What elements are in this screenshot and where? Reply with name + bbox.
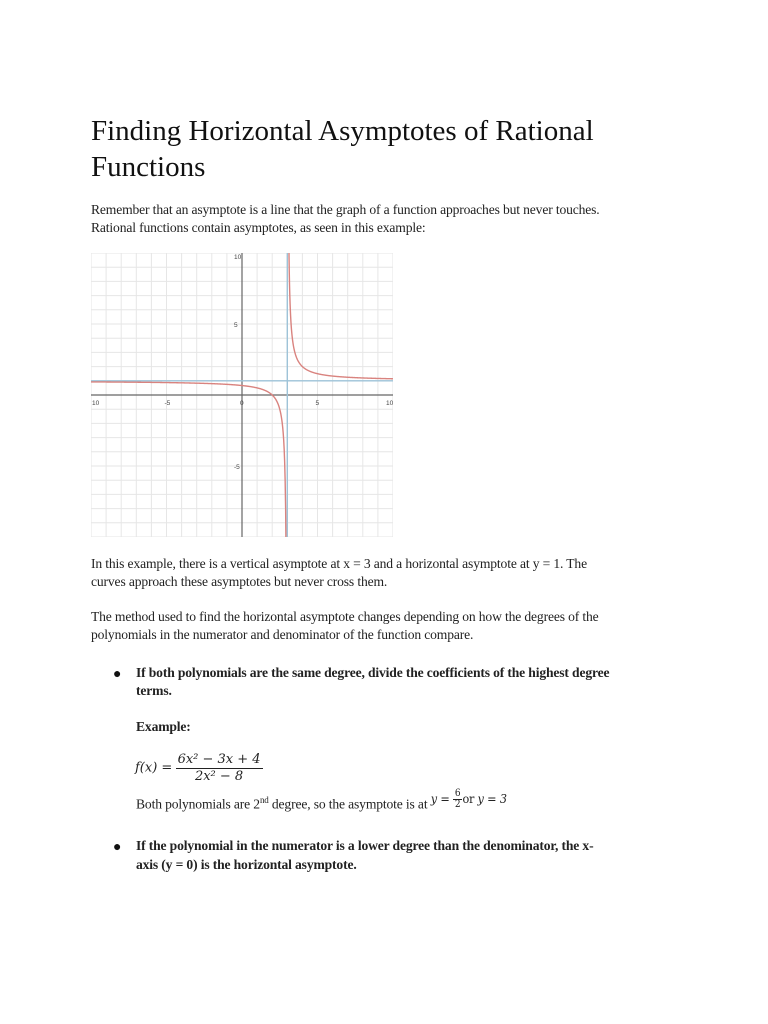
page-title: Finding Horizontal Asymptotes of Rational Functions — [91, 115, 594, 183]
result-y: y = — [430, 790, 450, 806]
bullet1-line-1: If both polynomials are the same degree, divide the coefficients of the highest degree — [136, 665, 610, 680]
result-text-a: Both polynomials are 2 — [136, 796, 260, 812]
method-line-2: polynomials in the numerator and denominator of the function compare. — [91, 627, 474, 642]
bullet2-line-2: axis (y = 0) is the horizontal asymptote. — [136, 857, 357, 872]
asymptote-graph — [91, 253, 393, 537]
result-fraction-num: 6 — [454, 787, 461, 799]
function-lhs: f(x) = — [135, 760, 173, 776]
method-line-1: The method used to find the horizontal asymptote changes depending on how the degrees of the — [91, 609, 599, 624]
x-tick-label: 0 — [240, 400, 244, 407]
result-text-b: degree, so the asymptote is at — [268, 796, 431, 812]
bullet-dot-2: ● — [113, 838, 122, 854]
intro-line-2: Rational functions contain asymptotes, as seen in this example: — [91, 220, 426, 235]
result-y2: y = 3 — [477, 790, 507, 806]
y-tick-label: 5 — [234, 322, 238, 329]
y-tick-label: -5 — [234, 464, 240, 471]
result-superscript: nd — [259, 795, 269, 805]
bullet1-line-2: terms. — [136, 683, 172, 698]
result-fraction — [453, 789, 463, 810]
function-denominator: 2x² − 8 — [194, 769, 244, 784]
bullet2-line-1: If the polynomial in the numerator is a lower degree than the denominator, the x- — [136, 838, 594, 853]
x-tick-label: 5 — [315, 400, 320, 407]
bullet-dot-1: ● — [113, 665, 122, 681]
x-tick-label: 10 — [386, 400, 393, 407]
x-tick-label: 10 — [92, 400, 100, 407]
x-tick-label: -5 — [164, 400, 171, 407]
y-tick-label: 10 — [234, 254, 242, 261]
example-label: Example: — [136, 719, 191, 734]
result-sentence — [136, 789, 696, 816]
function-numerator: 6x² − 3x + 4 — [177, 752, 261, 767]
example-line-2: curves approach these asymptotes but never cross them. — [91, 574, 388, 589]
intro-line-1: Remember that an asymptote is a line that the graph of a function approaches but never touches. — [91, 202, 600, 217]
function-equation — [135, 752, 263, 785]
result-or: or — [462, 790, 475, 806]
result-fraction-den: 2 — [454, 798, 461, 810]
function-fraction — [176, 752, 263, 785]
example-line-1: In this example, there is a vertical asymptote at x = 3 and a horizontal asymptote at y = 1. The — [91, 556, 587, 571]
